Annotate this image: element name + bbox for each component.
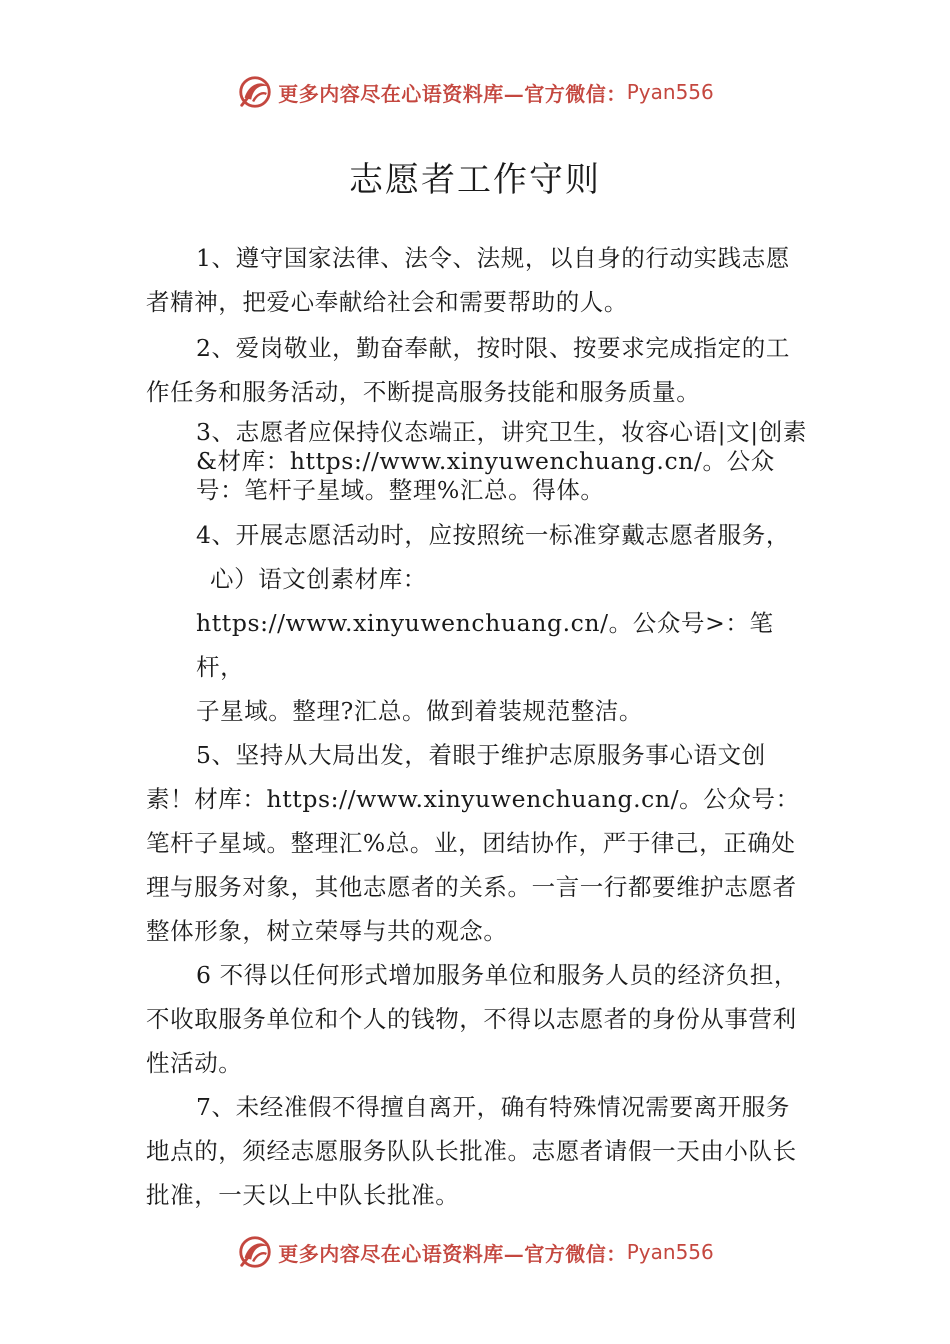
paragraph-4-line-4: 子星域。整理?汇总。做到着装规范整洁。 xyxy=(196,697,643,725)
header-wechat-id: Pyan556 xyxy=(626,80,714,104)
footer-banner-text: 更多内容尽在心语资料库—官方微信： xyxy=(278,1241,627,1266)
paragraph-5: 5、坚持从大局出发，着眼于维护志原服务事心语文创素！材库：https://www.xinyuwenchuang.cn/。公众号：笔杆子星域。整理汇%总。业，团结协作，严于律己，正确处理与服务对象，其他志愿者的关系。一言一行都要维护志愿者整体形象，树立荣辱与共的观念。 xyxy=(146,741,800,945)
header-banner-text: 更多内容尽在心语资料库—官方微信： xyxy=(278,81,627,106)
document-title: 志愿者工作守则 xyxy=(349,160,601,200)
paragraph-4: 4、开展志愿活动时，应按照统一标准穿戴志愿者服务， xyxy=(196,521,790,549)
swirl-logo-icon xyxy=(236,73,274,111)
paragraph-7: 7、未经准假不得擅自离开，确有特殊情况需要离开服务地点的，须经志愿服务队队长批准。志愿者请假一天由小队长批准，一天以上中队长批准。 xyxy=(146,1093,797,1209)
paragraph-6: 6 不得以任何形式增加服务单位和服务人员的经济负担，不收取服务单位和个人的钱物，不得以志愿者的身份从事营利性活动。 xyxy=(146,961,799,1077)
document-body xyxy=(146,236,811,1217)
paragraph-1: 1、遵守国家法律、法令、法规，以自身的行动实践志愿者精神，把爱心奉献给社会和需要帮助的人。 xyxy=(146,244,790,316)
footer-wechat-id: Pyan556 xyxy=(626,1240,714,1264)
paragraph-3: 3、志愿者应保持仪态端正，讲究卫生，妆容心语|文|创素&材库：https://www.xinyuwenchuang.cn/。公众号：笔杆子星域。整理%汇总。得体。 xyxy=(196,418,807,504)
header-banner xyxy=(0,68,950,116)
footer-banner xyxy=(0,1228,950,1276)
swirl-logo-icon xyxy=(236,1233,274,1271)
paragraph-2: 2、爱岗敬业，勤奋奉献，按时限、按要求完成指定的工作任务和服务活动，不断提高服务技能和服务质量。 xyxy=(146,334,790,406)
paragraph-4-line-3: https://www.xinyuwenchuang.cn/。公众号>：笔杆， xyxy=(196,609,774,681)
paragraph-4-line-2: 心）语文创素材库： xyxy=(210,565,427,593)
